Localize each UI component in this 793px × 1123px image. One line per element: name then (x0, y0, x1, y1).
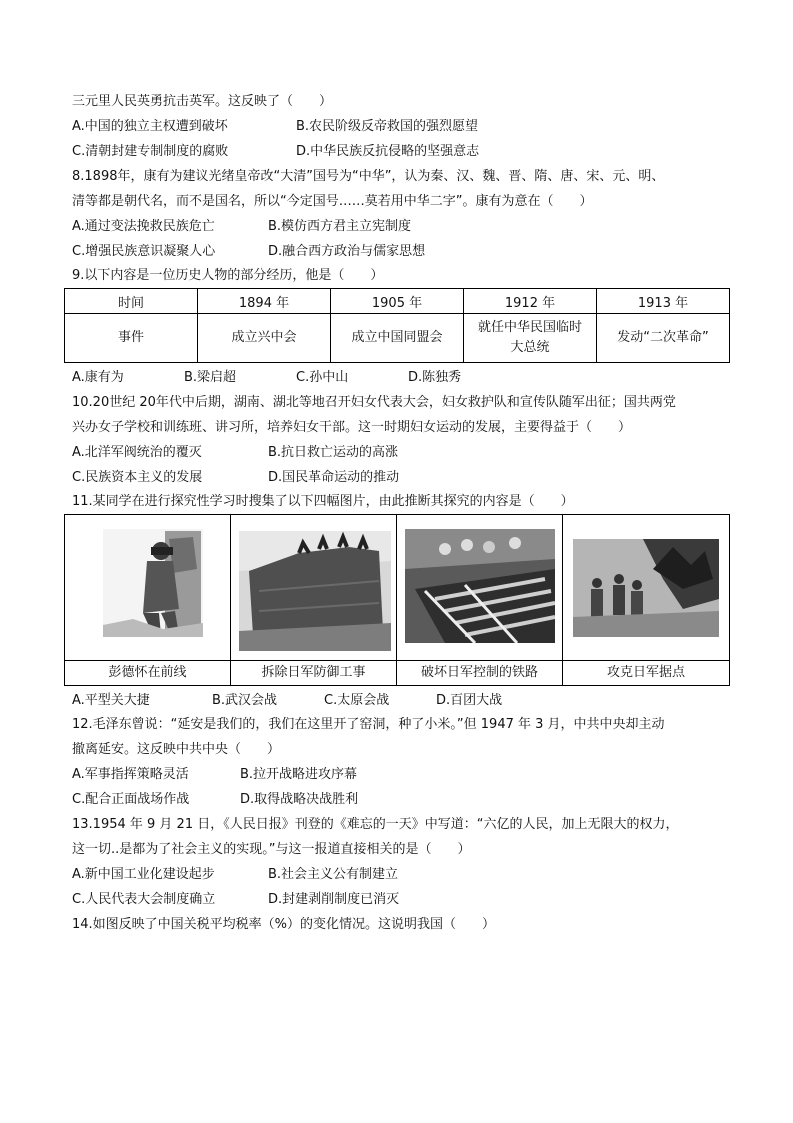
table-cell-1912-line2: 大总统 (510, 340, 550, 355)
photo-railway (405, 529, 555, 643)
q7-stem: 三元里人民英勇抗击英军。这反映了（ ） (72, 94, 333, 109)
q8-option-b: B.模仿西方君主立宪制度 (268, 219, 412, 234)
q11-option-c: C.太原会战 (324, 693, 390, 708)
q11-option-a: A.平型关大捷 (72, 693, 150, 708)
q10-stem-line1: 10.20世纪 20年代中后期，湖南、湖北等地召开妇女代表大会，妇女救护队和宣传队随军出征；国共两党 (72, 395, 676, 410)
caption-destroy-railway: 破坏日军控制的铁路 (397, 660, 562, 685)
q12-option-b: B.拉开战略进攻序幕 (240, 767, 358, 782)
q11-stem: 11.某同学在进行探究性学习时搜集了以下四幅图片，由此推断其探究的内容是（ ） (72, 494, 574, 509)
photo-fortification (239, 531, 391, 651)
q12-option-c: C.配合正面战场作战 (72, 792, 190, 807)
q7-option-a: A.中国的独立主权遭到破坏 (72, 119, 228, 134)
q9-stem: 9.以下内容是一位历史人物的部分经历，他是（ ） (72, 268, 384, 283)
table-cell-1894: 成立兴中会 (198, 314, 331, 363)
q13-option-d: D.封建剥削制度已消灭 (268, 892, 400, 907)
table-header-1913: 1913 年 (597, 289, 730, 314)
caption-demolish-fortification: 拆除日军防御工事 (231, 660, 396, 685)
q10-option-d: D.国民革命运动的推动 (268, 470, 400, 485)
picture-cell-3 (397, 515, 563, 685)
q9-option-a: A.康有为 (72, 370, 124, 385)
photo-attack-stronghold (573, 539, 719, 637)
table-header-1894: 1894 年 (198, 289, 331, 314)
q8-stem-line1: 8.1898年，康有为建议光绪皇帝改“大清”国号为“中华”，认为秦、汉、魏、晋、隋、唐、宋、元、明、 (72, 169, 665, 184)
table-cell-1905: 成立中国同盟会 (331, 314, 464, 363)
q13-stem-line1: 13.1954 年 9 月 21 日，《人民日报》刊登的《难忘的一天》中写道：“六亿的人民，加上无限大的权力， (72, 817, 679, 832)
q12-option-d: D.取得战略决战胜利 (240, 792, 359, 807)
q10-option-c: C.民族资本主义的发展 (72, 470, 203, 485)
q9-option-d: D.陈独秀 (408, 370, 462, 385)
table-header-time: 时间 (65, 289, 198, 314)
q7-option-d: D.中华民族反抗侵略的坚强意志 (296, 144, 480, 159)
table-row-label: 事件 (65, 314, 198, 363)
table-cell-1912 (464, 314, 597, 363)
q13-option-b: B.社会主义公有制建立 (268, 867, 399, 882)
q14-stem: 14.如图反映了中国关税平均税率（%）的变化情况。这说明我国（ ） (72, 917, 496, 932)
picture-cell-2 (231, 515, 397, 685)
photo-peng-dehuai (103, 529, 203, 637)
q8-option-d: D.融合西方政治与儒家思想 (268, 244, 426, 259)
table-header-1912: 1912 年 (464, 289, 597, 314)
table-header-1905: 1905 年 (331, 289, 464, 314)
q12-stem-line2: 撤离延安。这反映中共中央（ ） (72, 742, 281, 757)
q11-picture-grid (64, 514, 730, 686)
caption-capture-stronghold: 攻克日军据点 (563, 660, 729, 685)
q11-option-d: D.百团大战 (436, 693, 503, 708)
q7-option-b: B.农民阶级反帝救国的强烈愿望 (296, 119, 479, 134)
q13-stem-line2: 这一切..是都为了社会主义的实现。”与这一报道直接相关的是（ ） (72, 842, 471, 857)
q8-option-c: C.增强民族意识凝聚人心 (72, 244, 216, 259)
q8-option-a: A.通过变法挽救民族危亡 (72, 219, 215, 234)
q11-option-b: B.武汉会战 (212, 693, 278, 708)
q9-option-c: C.孙中山 (296, 370, 349, 385)
q12-option-a: A.军事指挥策略灵活 (72, 767, 189, 782)
q7-option-c: C.清朝封建专制制度的腐败 (72, 144, 229, 159)
q10-option-b: B.抗日救亡运动的高涨 (268, 445, 399, 460)
q12-stem-line1: 12.毛泽东曾说：“延安是我们的，我们在这里开了窑洞，种了小米。”但 1947 年 3 月，中共中央却主动 (72, 717, 665, 732)
picture-cell-1 (65, 515, 231, 685)
table-cell-1913: 发动“二次革命” (597, 314, 730, 363)
q13-option-c: C.人民代表大会制度确立 (72, 892, 216, 907)
q9-timeline-table (64, 288, 730, 363)
q13-option-a: A.新中国工业化建设起步 (72, 867, 215, 882)
q10-option-a: A.北洋军阀统治的覆灭 (72, 445, 202, 460)
picture-cell-4 (563, 515, 729, 685)
caption-peng-dehuai: 彭德怀在前线 (65, 660, 230, 685)
q10-stem-line2: 兴办女子学校和训练班、讲习所，培养妇女干部。这一时期妇女运动的发展，主要得益于（ ） (72, 420, 632, 435)
q9-option-b: B.梁启超 (184, 370, 237, 385)
q8-stem-line2: 清等都是朝代名，而不是国名，所以“今定国号……莫若用中华二字”。康有为意在（ ） (72, 194, 593, 209)
table-cell-1912-line1: 就任中华民国临时 (477, 320, 582, 335)
